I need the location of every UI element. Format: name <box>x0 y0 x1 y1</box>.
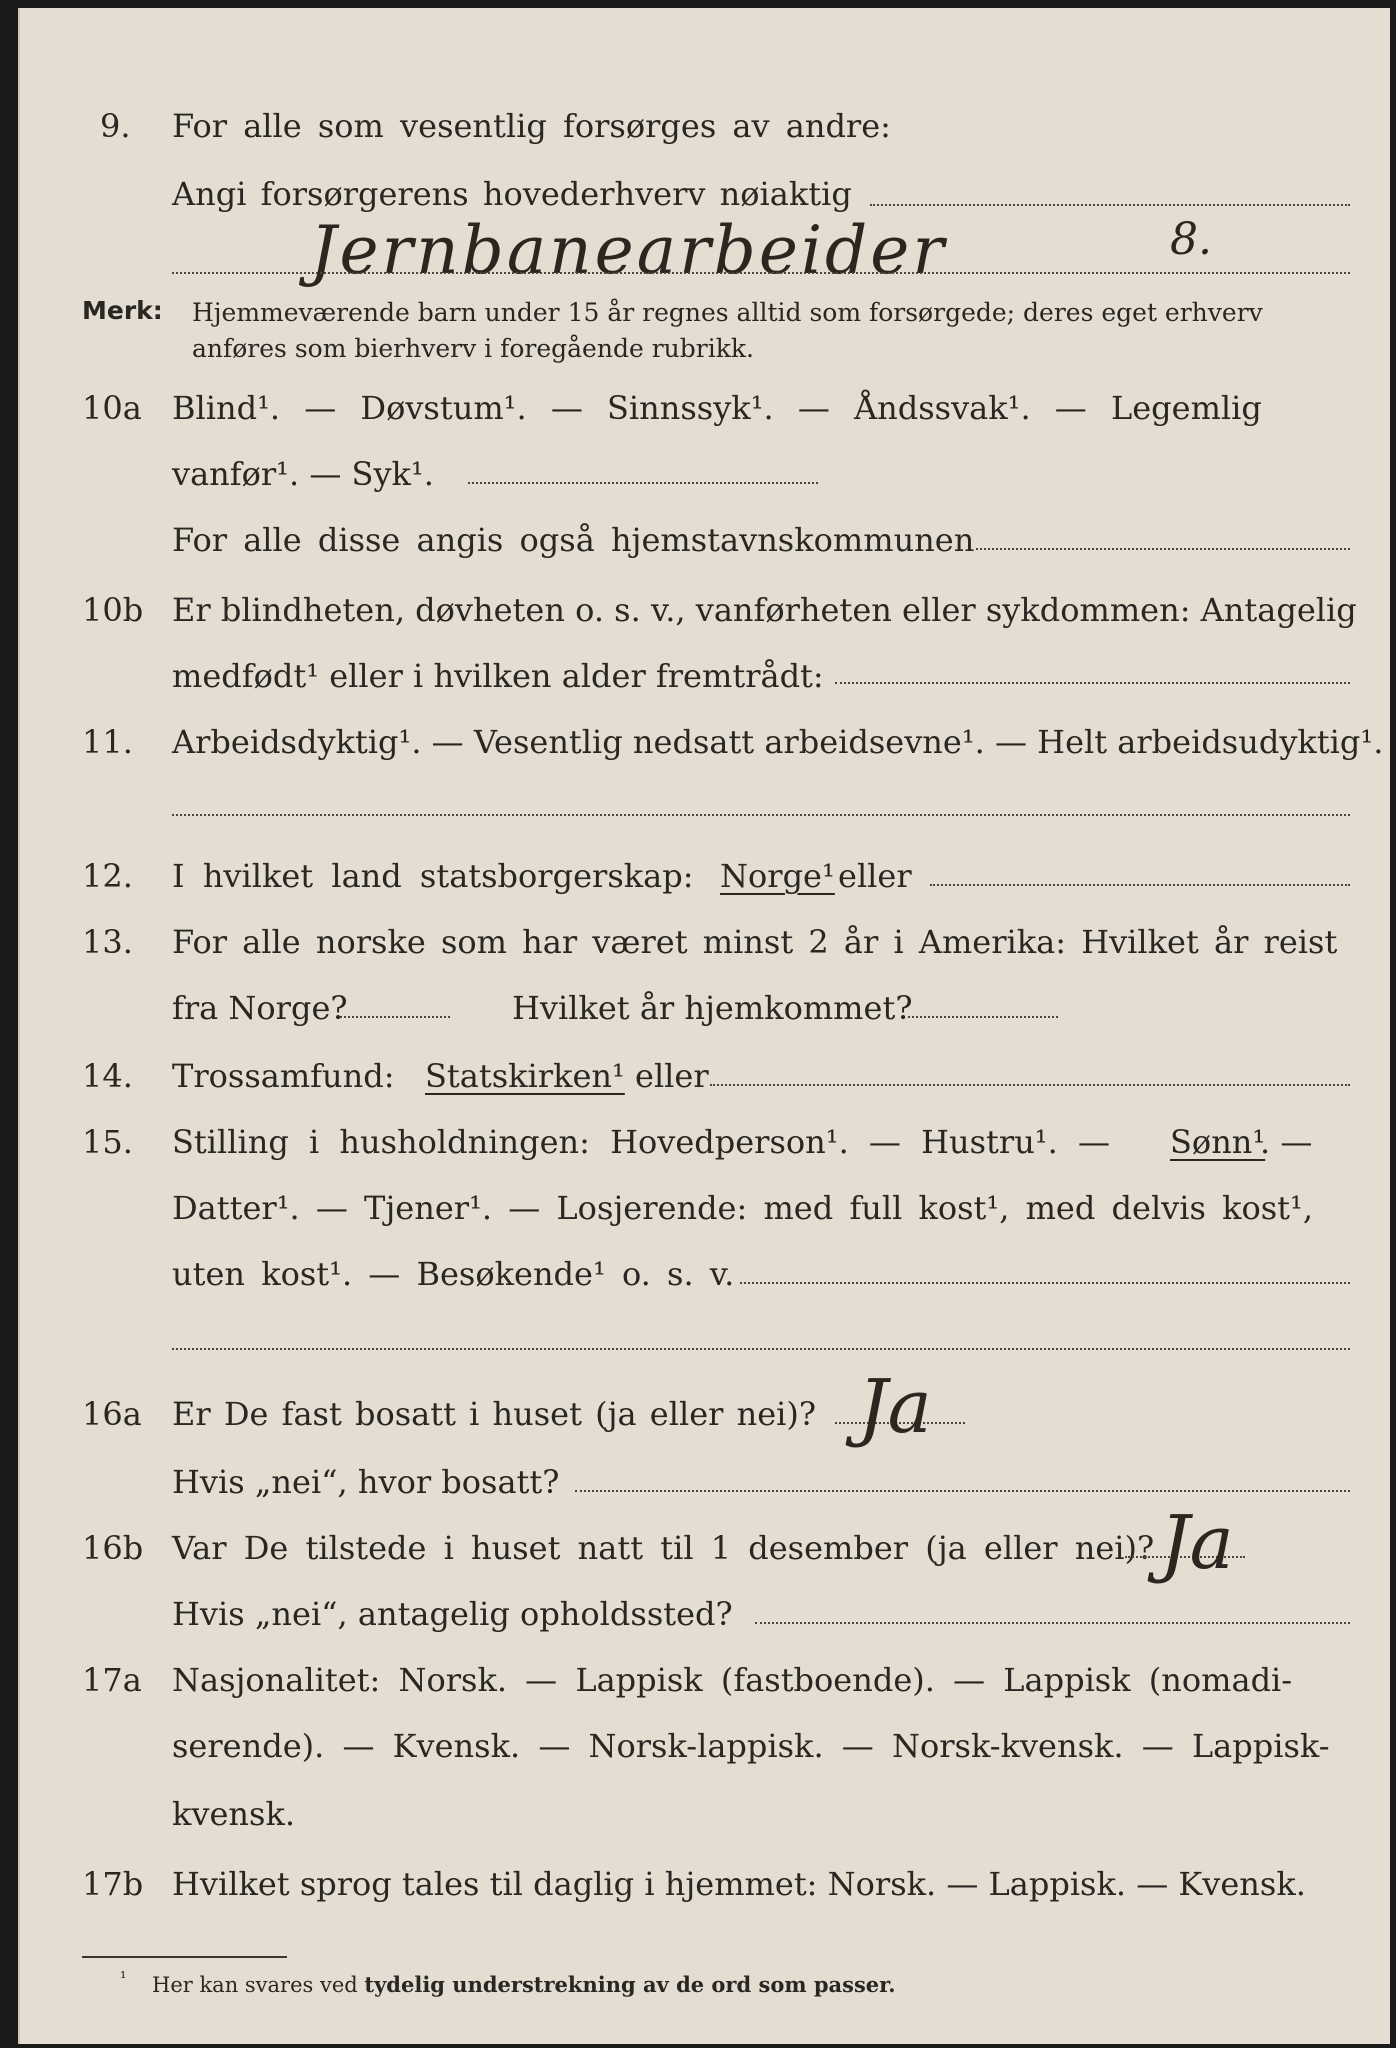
q16b-line1: Var De tilstede i huset natt til 1 desember (ja eller nei)? <box>172 1529 1155 1567</box>
q11-answer-line <box>172 814 1350 816</box>
q9-answer-line-2 <box>172 272 1350 274</box>
q16b-line2: Hvis „nei“, antagelig opholdssted? <box>172 1595 733 1633</box>
merk-line1: Hjemmeværende barn under 15 år regnes alltid som forsørgede; deres eget erhverv <box>192 298 1263 327</box>
q14-answer-line <box>710 1084 1350 1086</box>
q16a-line1: Er De fast bosatt i huset (ja eller nei)? <box>172 1395 817 1433</box>
q13-line1: For alle norske som har været minst 2 år i Amerika: Hvilket år reist <box>172 923 1338 961</box>
q9-handwritten-mark: 8. <box>1170 214 1212 265</box>
q13-line2a: fra Norge? <box>172 989 348 1027</box>
q15-line2: Datter¹. — Tjener¹. — Losjerende: med full kost¹, med delvis kost¹, <box>172 1189 1314 1227</box>
q15-underlined-sonn: Sønn¹ <box>1170 1123 1266 1161</box>
q12-post: eller <box>838 857 912 895</box>
q9-number: 9. <box>100 107 131 145</box>
q16b-handwritten-answer: Ja <box>1160 1500 1234 1586</box>
footnote-text <box>152 1974 896 1996</box>
q12-pre: I hvilket land statsborgerskap: <box>172 857 694 895</box>
q14-number: 14. <box>82 1057 133 1095</box>
q16a-handwritten-answer: Ja <box>858 1364 932 1450</box>
q17b-number: 17b <box>82 1865 144 1903</box>
q17a-line3: kvensk. <box>172 1795 295 1833</box>
q13-number: 13. <box>82 923 133 961</box>
footnote-bold: tydelig understrekning av de ord som passer. <box>364 1972 896 1997</box>
q12-underlined-norge: Norge¹ <box>720 857 835 895</box>
q11-line1: Arbeidsdyktig¹. — Vesentlig nedsatt arbeidsevne¹. — Helt arbeidsudyktig¹. <box>172 723 1384 761</box>
q17a-line1: Nasjonalitet: Norsk. — Lappisk (fastboende). — Lappisk (nomadi- <box>172 1661 1293 1699</box>
merk-label: Merk: <box>82 296 163 325</box>
merk-line2: anføres som bierhverv i foregående rubrikk. <box>192 334 754 363</box>
q16b-number: 16b <box>82 1529 144 1567</box>
q10a-answer-line-2 <box>976 548 1350 550</box>
q14-underlined-statskirken: Statskirken¹ <box>425 1057 625 1095</box>
q17b-line1: Hvilket sprog tales til daglig i hjemmet: Norsk. — Lappisk. — Kvensk. <box>172 1865 1306 1903</box>
q12-answer-line <box>930 884 1350 886</box>
q15-line1a: Stilling i husholdningen: Hovedperson¹. — Hustru¹. — <box>172 1123 1110 1161</box>
q16a-line2: Hvis „nei“, hvor bosatt? <box>172 1463 560 1501</box>
footnote-pre: Her kan svares ved <box>152 1973 358 1997</box>
q10a-line3: For alle disse angis også hjemstavnskommunen <box>172 521 975 559</box>
q10a-number: 10a <box>82 389 142 427</box>
q16b-answer-line-2 <box>755 1622 1350 1624</box>
q13-answer-line-1 <box>340 1016 450 1018</box>
q10a-line2: vanfør¹. — Syk¹. <box>172 455 434 493</box>
q17a-number: 17a <box>82 1661 142 1699</box>
q14-post: eller <box>635 1057 709 1095</box>
q15-line1b: . — <box>1260 1123 1313 1161</box>
q9-line1: For alle som vesentlig forsørges av andre: <box>172 107 891 145</box>
q10b-line2: medfødt¹ eller i hvilken alder fremtrådt: <box>172 657 824 695</box>
q10b-answer-line <box>835 682 1350 684</box>
q14-pre: Trossamfund: <box>172 1057 395 1095</box>
q15-number: 15. <box>82 1123 133 1161</box>
q16a-answer-line-2 <box>575 1490 1350 1492</box>
q15-line3: uten kost¹. — Besøkende¹ o. s. v. <box>172 1255 735 1293</box>
q11-number: 11. <box>82 723 133 761</box>
q10a-answer-line-1 <box>468 482 818 484</box>
census-form-page <box>18 8 1390 2044</box>
q9-line2: Angi forsørgerens hovederhverv nøiaktig <box>172 175 852 213</box>
footnote-rule <box>82 1956 287 1958</box>
q9-handwritten-answer: Jernbanearbeider <box>310 212 947 289</box>
q10b-number: 10b <box>82 591 144 629</box>
q10b-line1: Er blindheten, døvheten o. s. v., vanførheten eller sykdommen: Antagelig <box>172 591 1357 629</box>
q16a-number: 16a <box>82 1395 142 1433</box>
q9-answer-line-1 <box>870 204 1350 206</box>
q10a-line1: Blind¹. — Døvstum¹. — Sinnssyk¹. — Åndssvak¹. — Legemlig <box>172 389 1262 427</box>
q13-answer-line-2 <box>908 1016 1058 1018</box>
q15-answer-line-1 <box>740 1282 1350 1284</box>
q13-line2b: Hvilket år hjemkommet? <box>512 989 913 1027</box>
q17a-line2: serende). — Kvensk. — Norsk-lappisk. — Norsk-kvensk. — Lappisk- <box>172 1727 1330 1765</box>
q15-answer-line-2 <box>172 1348 1350 1350</box>
q12-number: 12. <box>82 857 133 895</box>
footnote-mark: ¹ <box>120 1968 127 1987</box>
